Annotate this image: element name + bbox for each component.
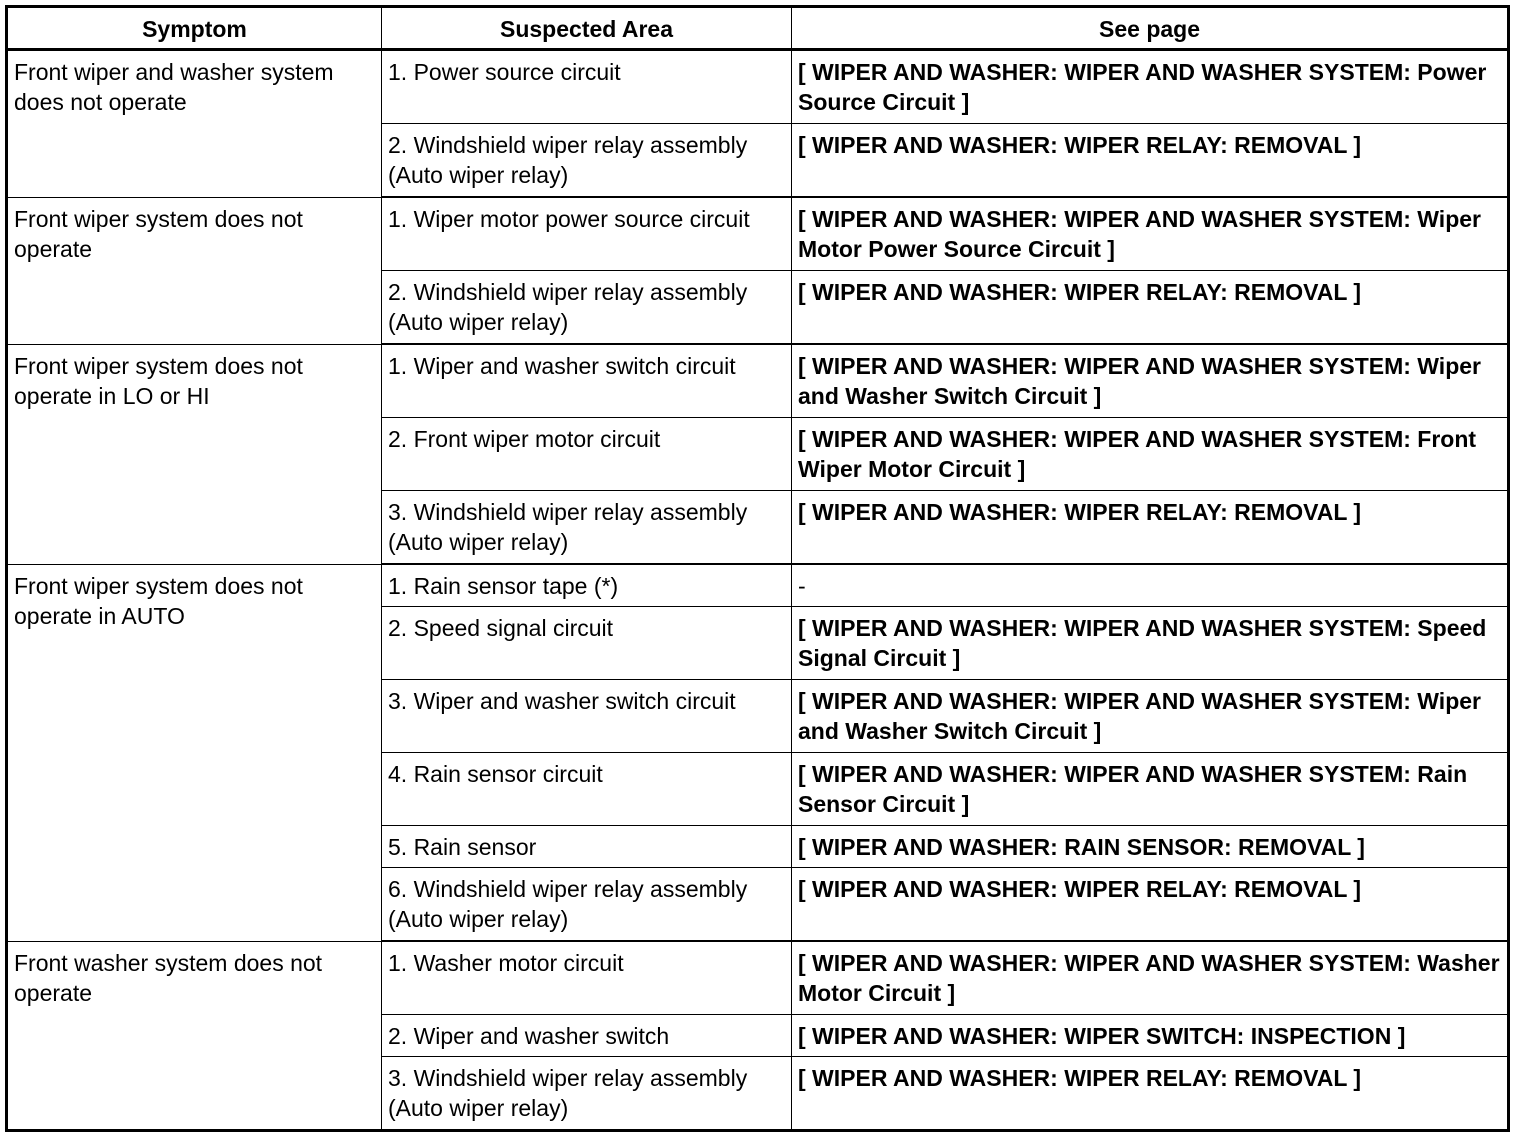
see-page-link[interactable]: [ WIPER AND WASHER: WIPER RELAY: REMOVAL ] (792, 868, 1509, 942)
header-symptom: Symptom (7, 7, 382, 50)
see-page-link[interactable]: [ WIPER AND WASHER: WIPER RELAY: REMOVAL ] (792, 491, 1509, 565)
table-row (7, 564, 1509, 607)
symptom-cell: Front wiper system does not operate in LO or HI (7, 344, 382, 564)
header-suspected-area: Suspected Area (382, 7, 792, 50)
suspected-area-cell: 1. Power source circuit (382, 50, 792, 124)
see-page-link[interactable]: [ WIPER AND WASHER: WIPER AND WASHER SYSTEM: Wiper and Washer Switch Circuit ] (792, 680, 1509, 753)
see-page-link[interactable]: [ WIPER AND WASHER: WIPER AND WASHER SYSTEM: Front Wiper Motor Circuit ] (792, 418, 1509, 491)
suspected-area-cell: 5. Rain sensor (382, 826, 792, 868)
suspected-area-cell: 1. Wiper motor power source circuit (382, 197, 792, 271)
suspected-area-cell: 2. Windshield wiper relay assembly (Auto wiper relay) (382, 271, 792, 345)
table-row (7, 941, 1509, 1015)
table-row (7, 344, 1509, 418)
suspected-area-cell: 3. Wiper and washer switch circuit (382, 680, 792, 753)
suspected-area-cell: 4. Rain sensor circuit (382, 753, 792, 826)
suspected-area-cell: 2. Wiper and washer switch (382, 1015, 792, 1057)
see-page-link[interactable]: [ WIPER AND WASHER: WIPER AND WASHER SYSTEM: Wiper and Washer Switch Circuit ] (792, 344, 1509, 418)
see-page-link[interactable]: [ WIPER AND WASHER: WIPER AND WASHER SYSTEM: Wiper Motor Power Source Circuit ] (792, 197, 1509, 271)
suspected-area-cell: 1. Washer motor circuit (382, 941, 792, 1015)
see-page-link[interactable]: [ WIPER AND WASHER: WIPER AND WASHER SYSTEM: Power Source Circuit ] (792, 50, 1509, 124)
see-page-link[interactable]: [ WIPER AND WASHER: RAIN SENSOR: REMOVAL ] (792, 826, 1509, 868)
table-row (7, 50, 1509, 124)
suspected-area-cell: 1. Rain sensor tape (*) (382, 564, 792, 607)
suspected-area-cell: 3. Windshield wiper relay assembly (Auto wiper relay) (382, 1057, 792, 1131)
see-page-link[interactable]: [ WIPER AND WASHER: WIPER RELAY: REMOVAL ] (792, 1057, 1509, 1131)
see-page-link[interactable]: [ WIPER AND WASHER: WIPER AND WASHER SYSTEM: Washer Motor Circuit ] (792, 941, 1509, 1015)
diagnosis-table (5, 5, 1510, 1132)
see-page-text: - (792, 564, 1509, 607)
suspected-area-cell: 1. Wiper and washer switch circuit (382, 344, 792, 418)
symptom-cell: Front wiper and washer system does not operate (7, 50, 382, 198)
symptom-cell: Front washer system does not operate (7, 941, 382, 1131)
table-row (7, 197, 1509, 271)
suspected-area-cell: 2. Speed signal circuit (382, 607, 792, 680)
see-page-link[interactable]: [ WIPER AND WASHER: WIPER RELAY: REMOVAL ] (792, 124, 1509, 198)
see-page-link[interactable]: [ WIPER AND WASHER: WIPER AND WASHER SYSTEM: Speed Signal Circuit ] (792, 607, 1509, 680)
see-page-link[interactable]: [ WIPER AND WASHER: WIPER AND WASHER SYSTEM: Rain Sensor Circuit ] (792, 753, 1509, 826)
see-page-link[interactable]: [ WIPER AND WASHER: WIPER SWITCH: INSPECTION ] (792, 1015, 1509, 1057)
header-row (7, 7, 1509, 50)
suspected-area-cell: 2. Front wiper motor circuit (382, 418, 792, 491)
symptom-cell: Front wiper system does not operate (7, 197, 382, 344)
suspected-area-cell: 2. Windshield wiper relay assembly (Auto wiper relay) (382, 124, 792, 198)
see-page-link[interactable]: [ WIPER AND WASHER: WIPER RELAY: REMOVAL ] (792, 271, 1509, 345)
suspected-area-cell: 3. Windshield wiper relay assembly (Auto wiper relay) (382, 491, 792, 565)
suspected-area-cell: 6. Windshield wiper relay assembly (Auto wiper relay) (382, 868, 792, 942)
symptom-cell: Front wiper system does not operate in AUTO (7, 564, 382, 941)
header-see-page: See page (792, 7, 1509, 50)
